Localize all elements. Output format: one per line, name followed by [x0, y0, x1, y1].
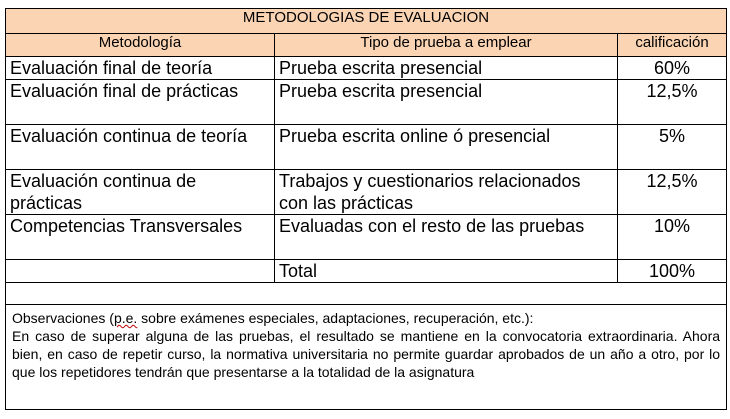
- total-label: Total: [275, 260, 618, 283]
- total-row: [6, 260, 727, 283]
- spacer-row: [6, 283, 727, 305]
- evaluation-table: [5, 8, 727, 410]
- cell-metodologia: Competencias Transversales: [6, 215, 275, 260]
- cell-tipo: Trabajos y cuestionarios relacionados con las prácticas: [275, 170, 618, 215]
- cell-metodologia: Evaluación continua de teoría: [6, 125, 275, 170]
- table-title: METODOLOGIAS DE EVALUACION: [6, 9, 727, 34]
- observations-label-suffix: sobre exámenes especiales, adaptaciones, recuperación, etc.):: [137, 310, 534, 326]
- observations-label-pe: p.e.: [113, 310, 138, 326]
- cell-metodologia: Evaluación final de prácticas: [6, 80, 275, 125]
- table-row: [6, 125, 727, 170]
- cell-calificacion: 10%: [618, 215, 727, 260]
- cell-empty: [6, 260, 275, 283]
- cell-calificacion: 5%: [618, 125, 727, 170]
- observations-label: [12, 309, 720, 327]
- observations-text: En caso de superar alguna de las pruebas, el resultado se mantiene en la convocatoria extraordinaria. Ahora bien, en caso de repetir curso, la normativa universitaria no permite guardar aprobados de un año a otro, por lo que los repetidores tendrán que presentarse a la totalidad de la asignatura: [12, 328, 721, 380]
- table-row: [6, 215, 727, 260]
- table-row: [6, 57, 727, 80]
- cell-tipo: Prueba escrita online ó presencial: [275, 125, 618, 170]
- cell-tipo: Evaluadas con el resto de las pruebas: [275, 215, 618, 260]
- cell-metodologia: Evaluación final de teoría: [6, 57, 275, 80]
- cell-metodologia: Evaluación continua de prácticas: [6, 170, 275, 215]
- cell-tipo: Prueba escrita presencial: [275, 57, 618, 80]
- observations-label-prefix: Observaciones (: [12, 310, 114, 326]
- cell-calificacion: 12,5%: [618, 80, 727, 125]
- total-value: 100%: [618, 260, 727, 283]
- header-tipo-prueba: Tipo de prueba a emplear: [275, 34, 618, 57]
- header-calificacion: calificación: [618, 34, 727, 57]
- observations-row: [6, 305, 727, 410]
- cell-tipo: Prueba escrita presencial: [275, 80, 618, 125]
- empty-cell: [6, 283, 727, 305]
- header-metodologia: Metodología: [6, 34, 275, 57]
- table-row: [6, 80, 727, 125]
- table-row: [6, 170, 727, 215]
- observations-cell: [6, 305, 727, 410]
- cell-calificacion: 60%: [618, 57, 727, 80]
- cell-calificacion: 12,5%: [618, 170, 727, 215]
- header-row: [6, 34, 727, 57]
